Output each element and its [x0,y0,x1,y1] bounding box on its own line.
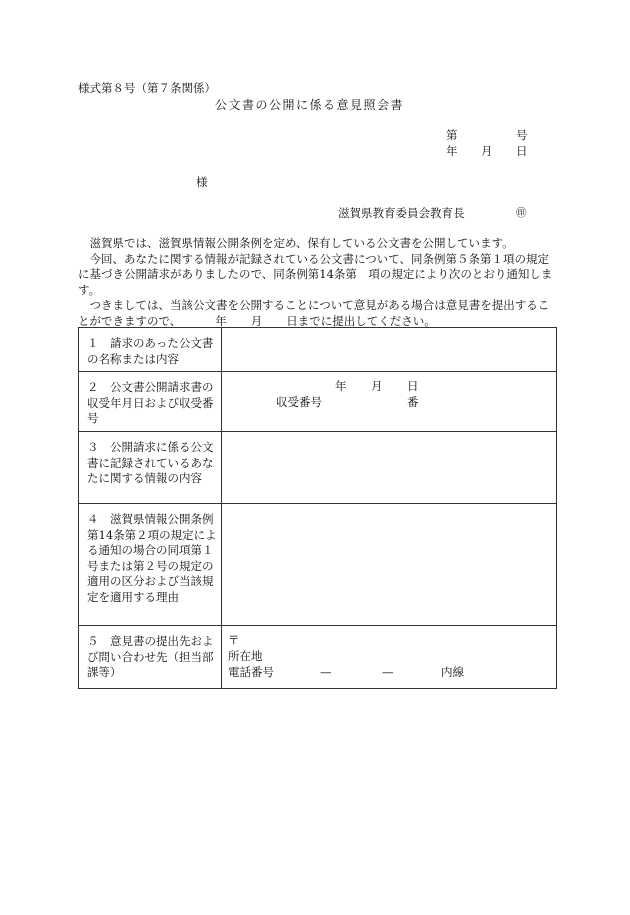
form-number: 様式第８号（第７条関係） [78,81,216,95]
reason-field[interactable] [222,503,557,625]
receipt-info-field[interactable] [222,372,557,432]
seal-mark: ㊞ [516,207,527,219]
date-day: 日 [516,144,528,158]
table-row [79,372,557,432]
receipt-date-month: 月 [371,379,383,394]
form-table [78,327,557,689]
document-title: 公文書の公開に係る意見照会書 [215,98,405,112]
document-name-field[interactable] [222,328,557,372]
phone-separator: — [382,664,394,679]
body-paragraph-3 [78,298,558,329]
table-row [79,625,557,688]
deadline-month: 月 [250,313,263,328]
contact-field[interactable] [222,625,557,688]
address-label: 所在地 [228,648,263,663]
receipt-date-day: 日 [407,379,419,394]
personal-info-field[interactable] [222,431,557,503]
row-label: ４ 滋賀県情報公開条例第14条第２項の規定による通知の場合の同項第１号または第２号の規定の適用の区分および当該規定を適用する理由 [79,503,222,625]
table-row [79,503,557,625]
deadline-year: 年 [215,313,227,328]
receipt-date-year: 年 [335,379,347,394]
row-label: ２ 公文書公開請求書の収受年月日および収受番号 [79,372,222,432]
phone-label: 電話番号 [228,664,274,679]
row-label: ３ 公開請求に係る公文書に記録されているあなたに関する情報の内容 [79,431,222,503]
phone-separator: — [320,664,332,679]
addressee-suffix: 様 [196,175,208,189]
doc-number-suffix: 号 [516,128,528,142]
table-row [79,431,557,503]
sender-name: 滋賀県教育委員会教育長 [338,206,465,220]
table-row [79,328,557,372]
doc-number-prefix: 第 [446,128,458,142]
row-label: ５ 意見書の提出先および問い合わせ先（担当部課等） [79,625,222,688]
body-paragraph-2: 今回、あなたに関する情報が記録されている公文書について、同条例第５条第１項の規定に基づき公開請求がありましたので、同条例第14条第 項の規定により次のとおり通知します。 [78,251,553,297]
row-label: １ 請求のあった公文書の名称または内容 [79,328,222,372]
postal-mark: 〒 [228,632,240,647]
date-month: 月 [481,144,493,158]
deadline-text-2: 日までに提出してください。 [286,313,436,328]
receipt-number-suffix: 番 [407,395,419,410]
deadline-text-1: つきましては、当該公文書を公開することについて意見がある場合は意見書を提出することができますので、 [78,298,550,328]
extension-label: 内線 [441,664,464,679]
body-text [78,236,558,330]
body-paragraph-1: 滋賀県では、滋賀県情報公開条例を定め、保有している公文書を公開しています。 [89,236,514,250]
receipt-number-label: 収受番号 [276,395,322,410]
date-year: 年 [446,144,458,158]
